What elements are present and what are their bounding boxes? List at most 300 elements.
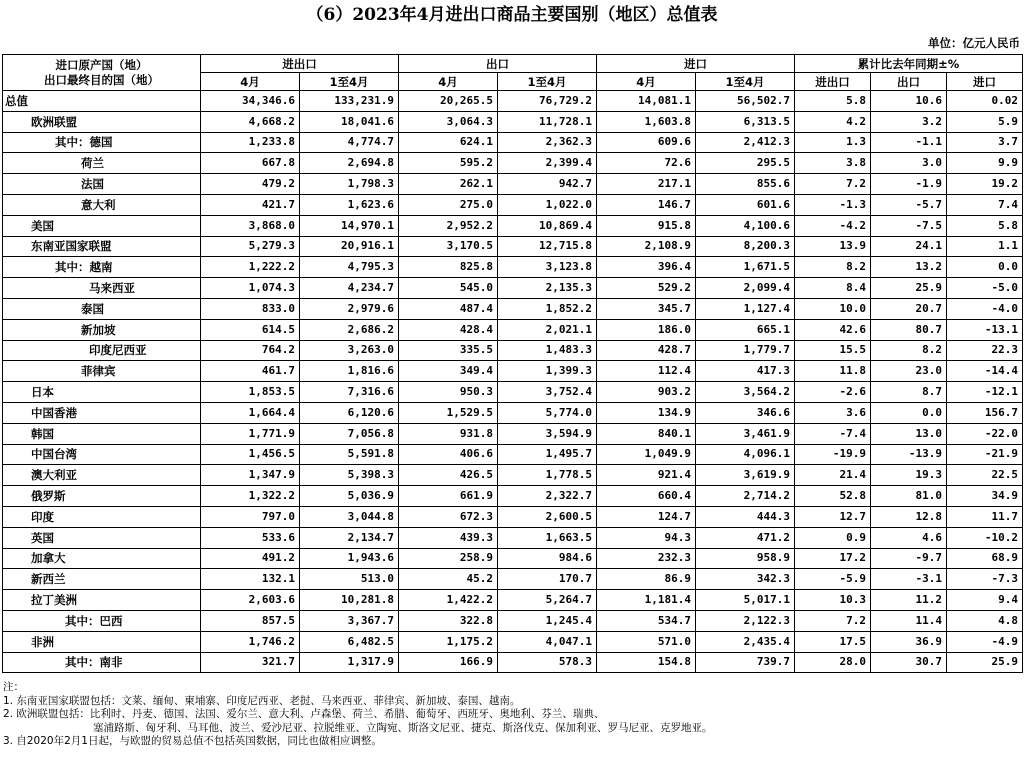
cell-value: 7.2 — [795, 610, 871, 631]
cell-value: 444.3 — [696, 506, 795, 527]
cell-value: 950.3 — [399, 382, 498, 403]
cell-value: 17.5 — [795, 631, 871, 652]
cell-value: 30.7 — [871, 652, 947, 673]
cell-value: 42.6 — [795, 319, 871, 340]
cell-value: 132.1 — [201, 569, 300, 590]
table-row — [3, 132, 1023, 153]
cell-value: -14.4 — [947, 361, 1023, 382]
cell-value: 3,064.3 — [399, 111, 498, 132]
cell-value: -5.7 — [871, 194, 947, 215]
cell-value: 17.2 — [795, 548, 871, 569]
cell-value: 1,245.4 — [498, 610, 597, 631]
cell-value: 3,123.8 — [498, 257, 597, 278]
cell-value: 665.1 — [696, 319, 795, 340]
cell-value: 2,714.2 — [696, 486, 795, 507]
cell-value: 4.8 — [947, 610, 1023, 631]
cell-value: 4,774.7 — [300, 132, 399, 153]
cell-value: -1.1 — [871, 132, 947, 153]
cell-value: 1,779.7 — [696, 340, 795, 361]
cell-value: -5.9 — [795, 569, 871, 590]
cell-value: 1,943.6 — [300, 548, 399, 569]
cell-value: 7.4 — [947, 194, 1023, 215]
cell-value: 931.8 — [399, 423, 498, 444]
subheader: 4月 — [597, 73, 696, 91]
cell-value: 6,313.5 — [696, 111, 795, 132]
cell-value: 34.9 — [947, 486, 1023, 507]
subheader: 1至4月 — [498, 73, 597, 91]
cell-value: 22.5 — [947, 465, 1023, 486]
cell-value: 1,771.9 — [201, 423, 300, 444]
cell-value: 8,200.3 — [696, 236, 795, 257]
row-label: 东南亚国家联盟 — [3, 236, 201, 257]
cell-value: 1.3 — [795, 132, 871, 153]
table-row — [3, 527, 1023, 548]
table-row — [3, 257, 1023, 278]
header-corner — [3, 55, 201, 91]
cell-value: 3,263.0 — [300, 340, 399, 361]
cell-value: 21.4 — [795, 465, 871, 486]
cell-value: 14,081.1 — [597, 91, 696, 112]
cell-value: 4,096.1 — [696, 444, 795, 465]
cell-value: -7.5 — [871, 215, 947, 236]
table-row — [3, 361, 1023, 382]
table-row — [3, 236, 1023, 257]
cell-value: 10,869.4 — [498, 215, 597, 236]
cell-value: 984.6 — [498, 548, 597, 569]
row-label: 俄罗斯 — [3, 486, 201, 507]
cell-value: 595.2 — [399, 153, 498, 174]
cell-value: 15.5 — [795, 340, 871, 361]
notes-heading: 注： — [3, 681, 24, 693]
corner-line-1: 进口原产国（地） — [55, 57, 148, 72]
table-row — [3, 465, 1023, 486]
subheader: 1至4月 — [300, 73, 399, 91]
cell-value: 1,664.4 — [201, 402, 300, 423]
cell-value: 833.0 — [201, 298, 300, 319]
table-row — [3, 506, 1023, 527]
cell-value: 0.0 — [947, 257, 1023, 278]
cell-value: 1,422.2 — [399, 590, 498, 611]
cell-value: 81.0 — [871, 486, 947, 507]
cell-value: 345.7 — [597, 298, 696, 319]
subheader: 出口 — [871, 73, 947, 91]
cell-value: 346.6 — [696, 402, 795, 423]
cell-value: 258.9 — [399, 548, 498, 569]
cell-value: 9.4 — [947, 590, 1023, 611]
cell-value: 14,970.1 — [300, 215, 399, 236]
group-header-total: 进出口 — [201, 55, 399, 73]
cell-value: 1,022.0 — [498, 194, 597, 215]
table-row — [3, 111, 1023, 132]
cell-value: 1,127.4 — [696, 298, 795, 319]
cell-value: 45.2 — [399, 569, 498, 590]
cell-value: 6,482.5 — [300, 631, 399, 652]
cell-value: 0.02 — [947, 91, 1023, 112]
cell-value: 24.1 — [871, 236, 947, 257]
cell-value: 0.0 — [871, 402, 947, 423]
note-1: 1. 东南亚国家联盟包括：文莱、缅甸、柬埔寨、印度尼西亚、老挝、马来西亚、菲律宾、新加坡、泰国、越南。 — [3, 694, 521, 707]
cell-value: 5,591.8 — [300, 444, 399, 465]
table-row — [3, 402, 1023, 423]
cell-value: 4,047.1 — [498, 631, 597, 652]
cell-value: 2,021.1 — [498, 319, 597, 340]
table-row — [3, 194, 1023, 215]
cell-value: 3.2 — [871, 111, 947, 132]
cell-value: 20,916.1 — [300, 236, 399, 257]
cell-value: 426.5 — [399, 465, 498, 486]
cell-value: 18,041.6 — [300, 111, 399, 132]
cell-value: 3,044.8 — [300, 506, 399, 527]
cell-value: 2,600.5 — [498, 506, 597, 527]
cell-value: 2,134.7 — [300, 527, 399, 548]
cell-value: 349.4 — [399, 361, 498, 382]
cell-value: 2,399.4 — [498, 153, 597, 174]
row-label: 中国香港 — [3, 402, 201, 423]
row-label: 其中：越南 — [3, 257, 201, 278]
cell-value: 2,686.2 — [300, 319, 399, 340]
row-label: 英国 — [3, 527, 201, 548]
row-label: 泰国 — [3, 298, 201, 319]
cell-value: 5,774.0 — [498, 402, 597, 423]
cell-value: 840.1 — [597, 423, 696, 444]
cell-value: 12,715.8 — [498, 236, 597, 257]
cell-value: 571.0 — [597, 631, 696, 652]
cell-value: 56,502.7 — [696, 91, 795, 112]
table-row — [3, 610, 1023, 631]
cell-value: -5.0 — [947, 278, 1023, 299]
table-row — [3, 319, 1023, 340]
cell-value: 68.9 — [947, 548, 1023, 569]
cell-value: 578.3 — [498, 652, 597, 673]
cell-value: 533.6 — [201, 527, 300, 548]
table-row — [3, 548, 1023, 569]
cell-value: 1,671.5 — [696, 257, 795, 278]
row-label: 印度尼西亚 — [3, 340, 201, 361]
cell-value: 915.8 — [597, 215, 696, 236]
cell-value: 1,222.2 — [201, 257, 300, 278]
cell-value: 471.2 — [696, 527, 795, 548]
corner-line-2: 出口最终目的国（地） — [44, 72, 159, 87]
group-header-export: 出口 — [399, 55, 597, 73]
cell-value: 1,663.5 — [498, 527, 597, 548]
cell-value: 1,317.9 — [300, 652, 399, 673]
cell-value: 342.3 — [696, 569, 795, 590]
cell-value: 491.2 — [201, 548, 300, 569]
cell-value: 232.3 — [597, 548, 696, 569]
cell-value: 2,135.3 — [498, 278, 597, 299]
cell-value: 1,181.4 — [597, 590, 696, 611]
row-label: 新加坡 — [3, 319, 201, 340]
cell-value: 439.3 — [399, 527, 498, 548]
cell-value: -4.9 — [947, 631, 1023, 652]
table-row — [3, 631, 1023, 652]
cell-value: 134.9 — [597, 402, 696, 423]
cell-value: -9.7 — [871, 548, 947, 569]
cell-value: -1.3 — [795, 194, 871, 215]
cell-value: 156.7 — [947, 402, 1023, 423]
row-label: 其中：巴西 — [3, 610, 201, 631]
cell-value: 154.8 — [597, 652, 696, 673]
note-3: 3. 自2020年2月1日起，与欧盟的贸易总值不包括英国数据，同比也做相应调整。 — [3, 735, 382, 748]
cell-value: -7.3 — [947, 569, 1023, 590]
cell-value: 825.8 — [399, 257, 498, 278]
cell-value: 12.8 — [871, 506, 947, 527]
cell-value: 3,594.9 — [498, 423, 597, 444]
cell-value: 12.7 — [795, 506, 871, 527]
group-header-yoy: 累计比去年同期±% — [795, 55, 1023, 73]
trade-table — [2, 54, 1023, 673]
cell-value: 1,529.5 — [399, 402, 498, 423]
cell-value: 4,100.6 — [696, 215, 795, 236]
row-label: 拉丁美洲 — [3, 590, 201, 611]
cell-value: 7,316.6 — [300, 382, 399, 403]
cell-value: 4.6 — [871, 527, 947, 548]
table-row — [3, 486, 1023, 507]
cell-value: 5,398.3 — [300, 465, 399, 486]
cell-value: 3.7 — [947, 132, 1023, 153]
cell-value: 903.2 — [597, 382, 696, 403]
cell-value: 36.9 — [871, 631, 947, 652]
row-label: 美国 — [3, 215, 201, 236]
cell-value: -4.2 — [795, 215, 871, 236]
cell-value: -7.4 — [795, 423, 871, 444]
cell-value: -3.1 — [871, 569, 947, 590]
cell-value: 855.6 — [696, 174, 795, 195]
cell-value: 609.6 — [597, 132, 696, 153]
row-label: 欧洲联盟 — [3, 111, 201, 132]
notes — [3, 681, 713, 749]
unit-label: 单位：亿元人民币 — [928, 36, 1020, 50]
row-label: 菲律宾 — [3, 361, 201, 382]
subheader: 1至4月 — [696, 73, 795, 91]
cell-value: 406.6 — [399, 444, 498, 465]
cell-value: 1,798.3 — [300, 174, 399, 195]
cell-value: 545.0 — [399, 278, 498, 299]
cell-value: 80.7 — [871, 319, 947, 340]
cell-value: 217.1 — [597, 174, 696, 195]
cell-value: 601.6 — [696, 194, 795, 215]
cell-value: 3.8 — [795, 153, 871, 174]
cell-value: 5,017.1 — [696, 590, 795, 611]
cell-value: 86.9 — [597, 569, 696, 590]
cell-value: 942.7 — [498, 174, 597, 195]
cell-value: 322.8 — [399, 610, 498, 631]
cell-value: 1,483.3 — [498, 340, 597, 361]
cell-value: -1.9 — [871, 174, 947, 195]
cell-value: 335.5 — [399, 340, 498, 361]
cell-value: 3,752.4 — [498, 382, 597, 403]
cell-value: 921.4 — [597, 465, 696, 486]
cell-value: 1,049.9 — [597, 444, 696, 465]
cell-value: 19.2 — [947, 174, 1023, 195]
table-row — [3, 590, 1023, 611]
cell-value: 5.9 — [947, 111, 1023, 132]
cell-value: 1.1 — [947, 236, 1023, 257]
row-label: 加拿大 — [3, 548, 201, 569]
cell-value: 4.2 — [795, 111, 871, 132]
cell-value: 4,795.3 — [300, 257, 399, 278]
row-label: 法国 — [3, 174, 201, 195]
cell-value: 1,175.2 — [399, 631, 498, 652]
cell-value: 3,564.2 — [696, 382, 795, 403]
row-label: 韩国 — [3, 423, 201, 444]
row-label: 日本 — [3, 382, 201, 403]
subheader: 进口 — [947, 73, 1023, 91]
cell-value: 3,367.7 — [300, 610, 399, 631]
cell-value: 428.4 — [399, 319, 498, 340]
cell-value: 1,623.6 — [300, 194, 399, 215]
cell-value: 2,099.4 — [696, 278, 795, 299]
cell-value: 13.2 — [871, 257, 947, 278]
cell-value: 5.8 — [795, 91, 871, 112]
cell-value: 186.0 — [597, 319, 696, 340]
table-row — [3, 652, 1023, 673]
cell-value: 25.9 — [871, 278, 947, 299]
cell-value: 3.6 — [795, 402, 871, 423]
cell-value: 2,694.8 — [300, 153, 399, 174]
table-row — [3, 278, 1023, 299]
cell-value: 5,279.3 — [201, 236, 300, 257]
table-row — [3, 569, 1023, 590]
row-label: 新西兰 — [3, 569, 201, 590]
cell-value: 1,778.5 — [498, 465, 597, 486]
cell-value: 34,346.6 — [201, 91, 300, 112]
cell-value: 19.3 — [871, 465, 947, 486]
cell-value: 672.3 — [399, 506, 498, 527]
cell-value: -4.0 — [947, 298, 1023, 319]
cell-value: 262.1 — [399, 174, 498, 195]
cell-value: 5,036.9 — [300, 486, 399, 507]
cell-value: 4,234.7 — [300, 278, 399, 299]
cell-value: 10.6 — [871, 91, 947, 112]
cell-value: 614.5 — [201, 319, 300, 340]
cell-value: 1,399.3 — [498, 361, 597, 382]
table-row — [3, 298, 1023, 319]
cell-value: 13.0 — [871, 423, 947, 444]
cell-value: 23.0 — [871, 361, 947, 382]
cell-value: 133,231.9 — [300, 91, 399, 112]
row-label: 其中：德国 — [3, 132, 201, 153]
subheader: 4月 — [399, 73, 498, 91]
note-2-continued: 塞浦路斯、匈牙利、马耳他、波兰、爱沙尼亚、拉脱维亚、立陶宛、斯洛文尼亚、捷克、斯洛伐克、保加利亚、罗马尼亚、克罗地亚。 — [93, 721, 713, 734]
cell-value: 534.7 — [597, 610, 696, 631]
cell-value: 22.3 — [947, 340, 1023, 361]
cell-value: 667.8 — [201, 153, 300, 174]
cell-value: 1,347.9 — [201, 465, 300, 486]
cell-value: 5.8 — [947, 215, 1023, 236]
cell-value: 11.2 — [871, 590, 947, 611]
cell-value: 112.4 — [597, 361, 696, 382]
row-label: 马来西亚 — [3, 278, 201, 299]
cell-value: 8.2 — [871, 340, 947, 361]
cell-value: 797.0 — [201, 506, 300, 527]
cell-value: 3,619.9 — [696, 465, 795, 486]
cell-value: 2,322.7 — [498, 486, 597, 507]
cell-value: -19.9 — [795, 444, 871, 465]
cell-value: 9.9 — [947, 153, 1023, 174]
cell-value: 396.4 — [597, 257, 696, 278]
cell-value: 2,603.6 — [201, 590, 300, 611]
cell-value: 52.8 — [795, 486, 871, 507]
cell-value: 11.4 — [871, 610, 947, 631]
cell-value: 11,728.1 — [498, 111, 597, 132]
cell-value: 10.3 — [795, 590, 871, 611]
subheader: 4月 — [201, 73, 300, 91]
cell-value: 25.9 — [947, 652, 1023, 673]
table-body — [3, 91, 1023, 673]
cell-value: 170.7 — [498, 569, 597, 590]
cell-value: 1,603.8 — [597, 111, 696, 132]
cell-value: 428.7 — [597, 340, 696, 361]
cell-value: -13.9 — [871, 444, 947, 465]
cell-value: 1,322.2 — [201, 486, 300, 507]
cell-value: 275.0 — [399, 194, 498, 215]
cell-value: -22.0 — [947, 423, 1023, 444]
cell-value: 10.0 — [795, 298, 871, 319]
cell-value: 7.2 — [795, 174, 871, 195]
cell-value: 1,852.2 — [498, 298, 597, 319]
cell-value: 3,461.9 — [696, 423, 795, 444]
subheader: 进出口 — [795, 73, 871, 91]
cell-value: 2,108.9 — [597, 236, 696, 257]
cell-value: 20.7 — [871, 298, 947, 319]
cell-value: 3,170.5 — [399, 236, 498, 257]
cell-value: 1,746.2 — [201, 631, 300, 652]
cell-value: 3.0 — [871, 153, 947, 174]
cell-value: 739.7 — [696, 652, 795, 673]
cell-value: 20,265.5 — [399, 91, 498, 112]
table-row — [3, 215, 1023, 236]
cell-value: 764.2 — [201, 340, 300, 361]
cell-value: 76,729.2 — [498, 91, 597, 112]
cell-value: 295.5 — [696, 153, 795, 174]
cell-value: -21.9 — [947, 444, 1023, 465]
cell-value: 6,120.6 — [300, 402, 399, 423]
cell-value: 529.2 — [597, 278, 696, 299]
cell-value: 1,233.8 — [201, 132, 300, 153]
row-label: 其中：南非 — [3, 652, 201, 673]
cell-value: 10,281.8 — [300, 590, 399, 611]
table-row — [3, 153, 1023, 174]
row-label: 总值 — [3, 91, 201, 112]
cell-value: 2,952.2 — [399, 215, 498, 236]
cell-value: 8.7 — [871, 382, 947, 403]
cell-value: 513.0 — [300, 569, 399, 590]
cell-value: 1,074.3 — [201, 278, 300, 299]
cell-value: 461.7 — [201, 361, 300, 382]
cell-value: 166.9 — [399, 652, 498, 673]
cell-value: -2.6 — [795, 382, 871, 403]
row-label: 荷兰 — [3, 153, 201, 174]
cell-value: 5,264.7 — [498, 590, 597, 611]
cell-value: 4,668.2 — [201, 111, 300, 132]
row-label: 非洲 — [3, 631, 201, 652]
table-row — [3, 91, 1023, 112]
cell-value: 624.1 — [399, 132, 498, 153]
cell-value: 660.4 — [597, 486, 696, 507]
cell-value: 94.3 — [597, 527, 696, 548]
row-label: 中国台湾 — [3, 444, 201, 465]
cell-value: 421.7 — [201, 194, 300, 215]
cell-value: 487.4 — [399, 298, 498, 319]
group-header-import: 进口 — [597, 55, 795, 73]
cell-value: 2,435.4 — [696, 631, 795, 652]
cell-value: 11.8 — [795, 361, 871, 382]
cell-value: 321.7 — [201, 652, 300, 673]
row-label: 意大利 — [3, 194, 201, 215]
row-label: 印度 — [3, 506, 201, 527]
cell-value: 2,362.3 — [498, 132, 597, 153]
